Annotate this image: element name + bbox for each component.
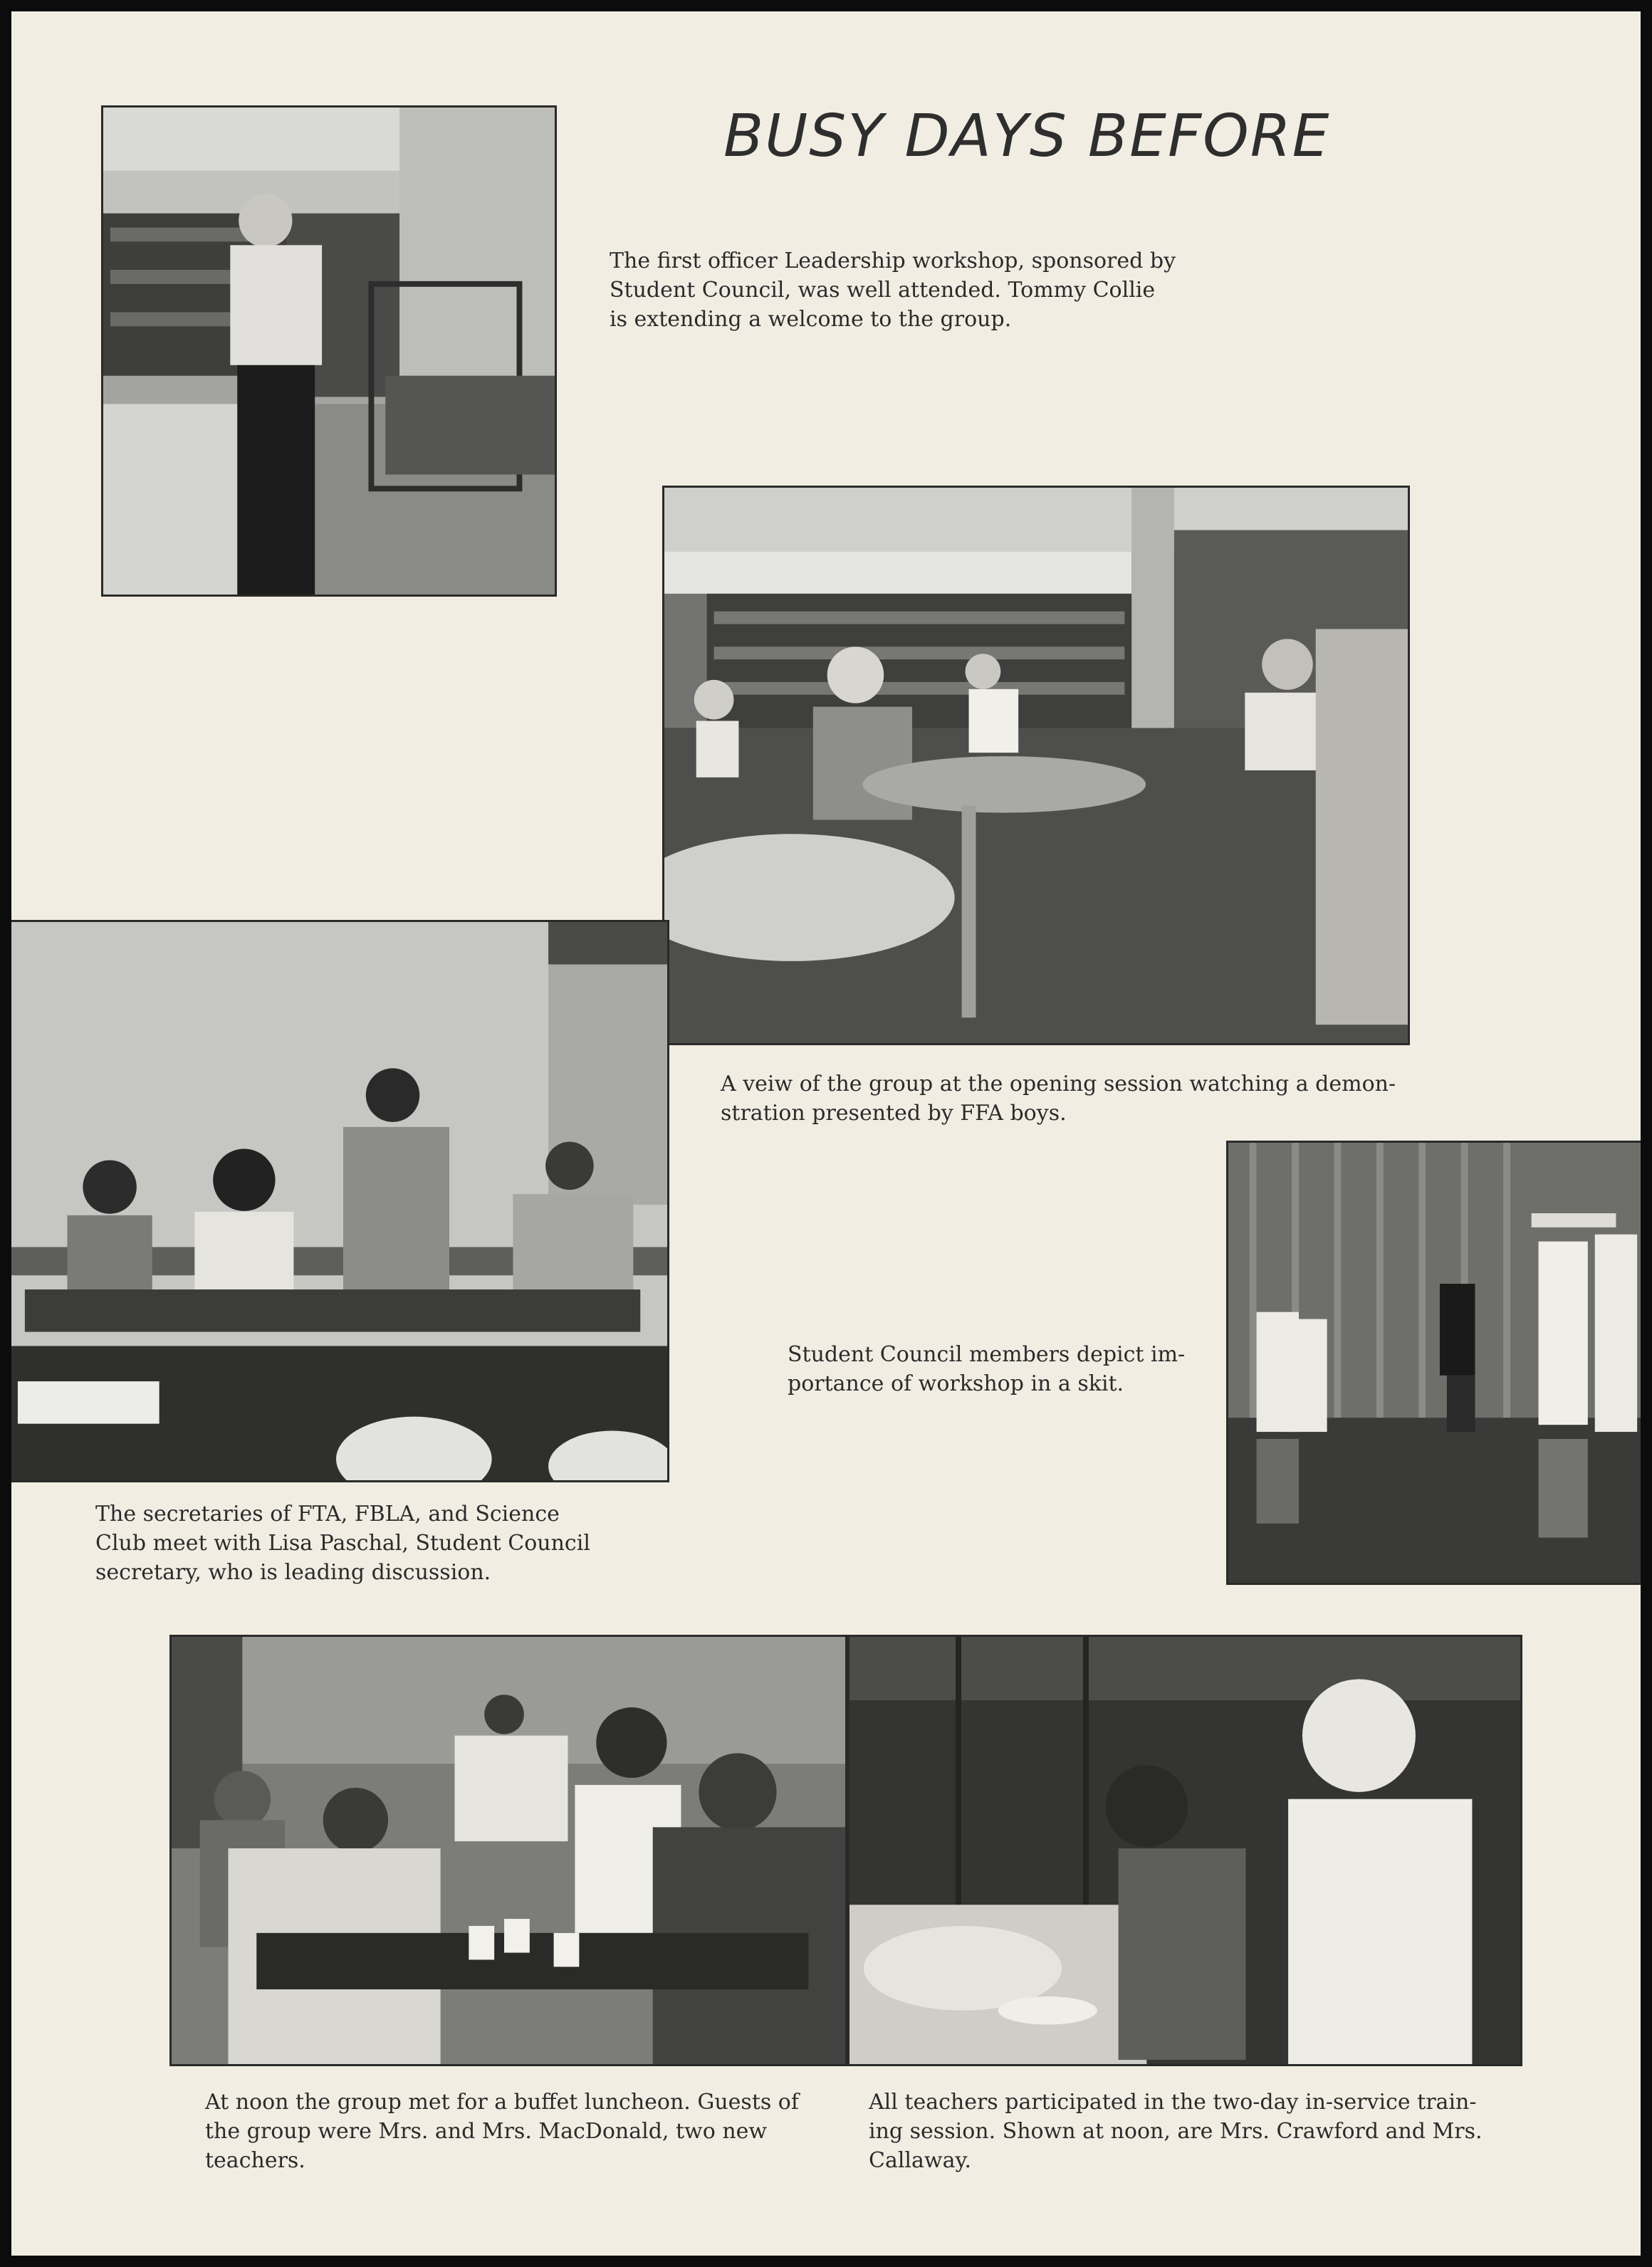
caption-luncheon: At noon the group met for a buffet luncheon. Guests of the group were Mrs. and Mrs. MacDonald, two new teachers.: [205, 2090, 799, 2173]
page-title: BUSY DAYS BEFORE: [723, 103, 1331, 170]
photo-skit: [1226, 1141, 1641, 1585]
photo-secretaries-meeting: [11, 920, 669, 1482]
photo-teachers-buffet: [847, 1635, 1522, 2066]
caption-opening-session: A veiw of the group at the opening session watching a demon- stration presented by FFA boys.: [721, 1072, 1396, 1126]
yearbook-page: [11, 11, 1641, 2256]
caption-skit: Student Council members depict im- portance of workshop in a skit.: [788, 1342, 1186, 1396]
caption-teachers: All teachers participated in the two-day in-service train- ing session. Shown at noon, are Mrs. Crawford and Mrs. Callaway.: [869, 2090, 1483, 2173]
caption-leadership-workshop: The first officer Leadership workshop, sponsored by Student Council, was well attended. Tommy Collie is extending a welcome to the group.: [610, 248, 1176, 332]
photo-opening-session: [662, 486, 1410, 1045]
photo-podium-speaker: [101, 105, 557, 597]
caption-secretaries: The secretaries of FTA, FBLA, and Science Club meet with Lisa Paschal, Student Council secretary, who is leading discussion.: [95, 1502, 590, 1585]
photo-buffet-luncheon: [169, 1635, 847, 2066]
